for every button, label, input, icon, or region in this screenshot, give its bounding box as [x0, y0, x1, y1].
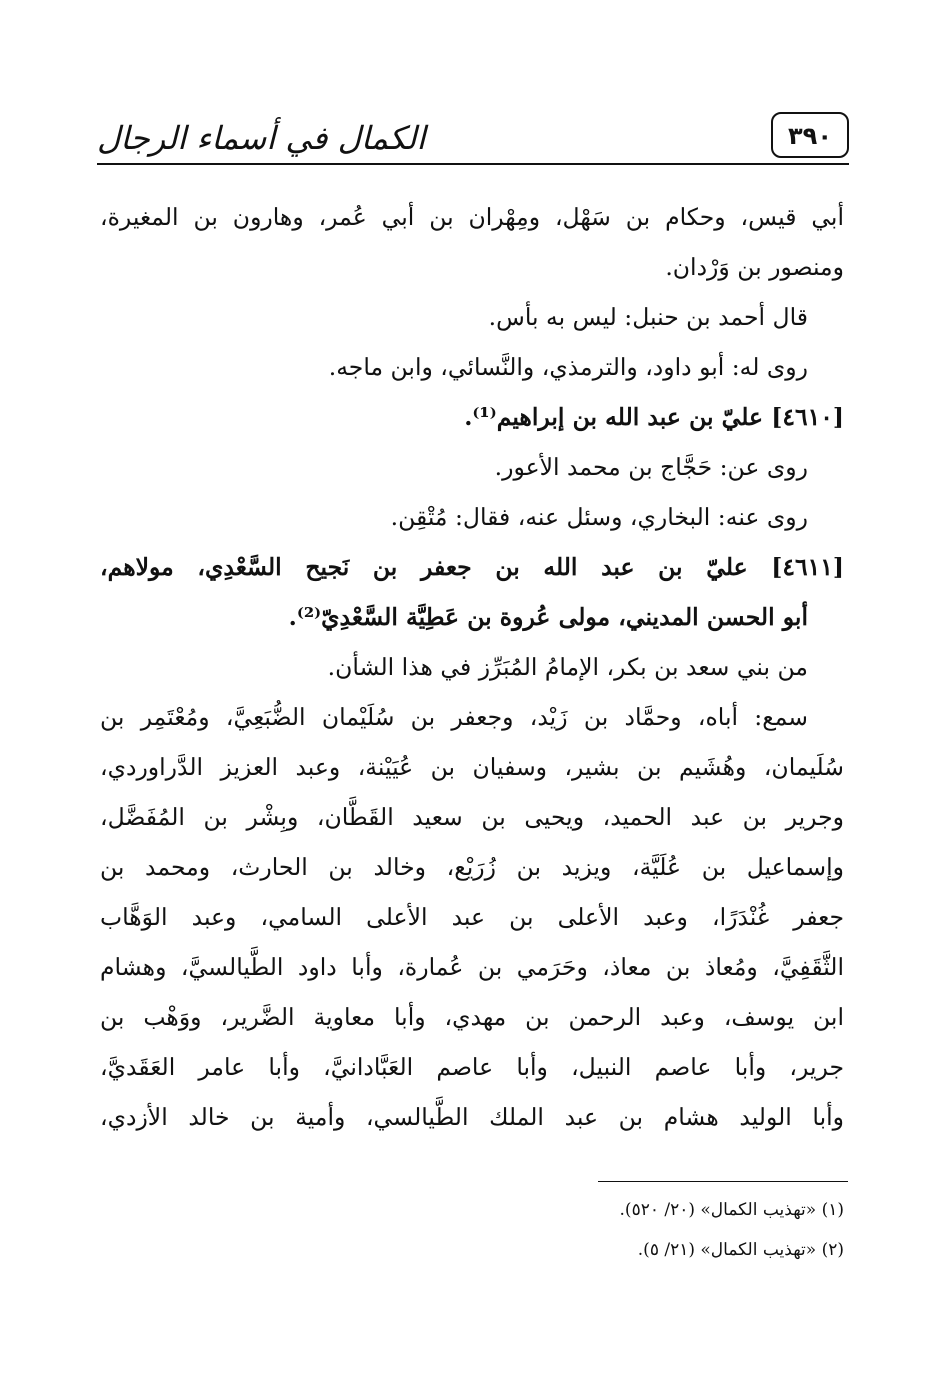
main-text: [100, 192, 844, 1142]
text-line: روى عنه: البخاري، وسئل عنه، فقال: مُتْقِن.: [390, 503, 808, 531]
text-line: ابن يوسف، وعبد الرحمن بن مهدي، وأبا معاوية الضَّرير، ووَهْب بن: [100, 1003, 844, 1031]
text-line: سمع: أباه، وحمَّاد بن زَيْد، وجعفر بن سُلَيْمان الضُّبَعِيَّ، ومُعْتَمِر بن: [100, 703, 808, 731]
text-line: من بني سعد بن بكر، الإمامُ المُبَرِّز في هذا الشأن.: [327, 653, 808, 681]
text-line: وجرير بن عبد الحميد، ويحيى بن سعيد القَطَّان، وبِشْر بن المُفَضَّل،: [100, 803, 844, 831]
page-number: ٣٩٠: [788, 122, 832, 150]
entry-heading: [٤٦١١] عليّ بن عبد الله بن جعفر بن نَجيح السَّعْدِي، مولاهم،: [100, 553, 844, 581]
text-line: الثَّقَفِيَّ، ومُعاذ بن معاذ، وحَرَمي بن عُمارة، وأبا داود الطَّيالسيَّ، وهشام: [100, 953, 844, 981]
text-line: جعفر غُنْدَرًا، وعبد الأعلى بن عبد الأعلى السامي، وعبد الوَهَّاب: [100, 903, 844, 931]
text-line: قال أحمد بن حنبل: ليس به بأس.: [488, 303, 808, 331]
page-number-box: [771, 112, 849, 158]
text-line: وإسماعيل بن عُلَيَّة، ويزيد بن زُرَيْع، وخالد بن الحارث، ومحمد بن: [100, 853, 844, 881]
text-line: أبي قيس، وحكام بن سَهْل، ومِهْران بن أبي عُمر، وهارون بن المغيرة،: [100, 203, 844, 231]
text-line: روى عن: حَجَّاج بن محمد الأعور.: [494, 453, 808, 481]
text-line: جرير، وأبا عاصم النبيل، وأبا عاصم العَبَّادانيَّ، وأبا عامر العَقَديَّ،: [100, 1053, 844, 1081]
footnotes: [300, 1190, 844, 1270]
entry-heading-continuation: أبو الحسن المديني، مولى عُروة بن عَطِيَّة السَّعْدِيّ⁽²⁾.: [288, 603, 808, 631]
footnote: (١) «تهذيب الكمال» (٢٠/ ٥٢٠).: [619, 1200, 844, 1220]
footnote: (٢) «تهذيب الكمال» (٢١/ ٥).: [637, 1240, 844, 1260]
page-header: [97, 112, 849, 164]
footnote-rule: [598, 1181, 848, 1182]
header-rule: [97, 163, 849, 165]
running-title: الكمال في أسماء الرجال: [97, 119, 426, 157]
entry-heading: [٤٦١٠] عليّ بن عبد الله بن إبراهيم⁽¹⁾.: [464, 403, 844, 431]
text-line: روى له: أبو داود، والترمذي، والنَّسائي، وابن ماجه.: [328, 353, 808, 381]
text-line: سُلَيمان، وهُشَيم بن بشير، وسفيان بن عُيَيْنة، وعبد العزيز الدَّراوردي،: [100, 753, 844, 781]
text-line: ومنصور بن وَرْدان.: [665, 253, 844, 281]
text-line: وأبا الوليد هشام بن عبد الملك الطَّيالسي، وأمية بن خالد الأزدي،: [100, 1103, 844, 1131]
